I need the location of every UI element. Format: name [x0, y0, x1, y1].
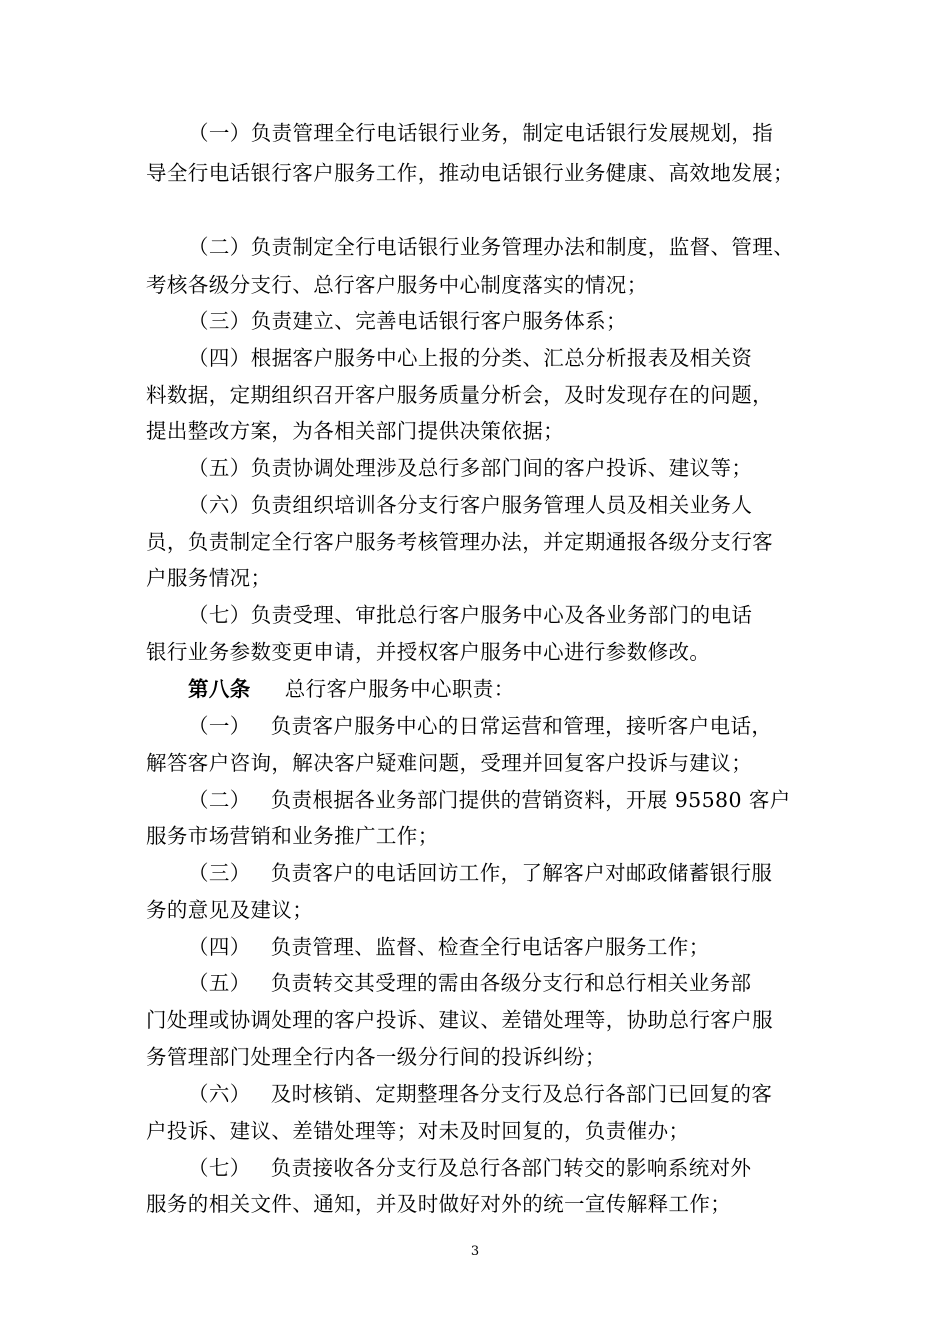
paragraph-line: 提出整改方案，为各相关部门提供决策依据； [146, 419, 564, 443]
paragraph-line: （三）负责建立、完善电话银行客户服务体系； [188, 309, 627, 333]
list-item [188, 1079, 878, 1109]
list-item [188, 1153, 878, 1183]
paragraph-line: （五）负责协调处理涉及总行多部门间的客户投诉、建议等； [188, 456, 753, 480]
item-text: 负责接收各分支行及总行各部门转交的影响系统对外 [270, 1156, 752, 1180]
item-text: 负责转交其受理的需由各级分支行和总行相关业务部 [270, 971, 752, 995]
list-item [188, 968, 878, 998]
paragraph-line: （一）负责管理全行电话银行业务，制定电话银行发展规划，指 [188, 121, 774, 145]
item-text: 及时核销、定期整理各分支行及总行各部门已回复的客 [270, 1082, 773, 1106]
article-title: 总行客户服务中心职责： [284, 677, 515, 701]
article-heading [188, 674, 878, 704]
item-number: （五） [188, 971, 251, 995]
item-number: （一） [188, 714, 251, 738]
paragraph-line: （七）负责受理、审批总行客户服务中心及各业务部门的电话 [188, 603, 753, 627]
paragraph-line: （二）负责制定全行电话银行业务管理办法和制度，监督、管理、 [188, 235, 795, 259]
item-number: （四） [188, 935, 251, 959]
item-text: 负责客户的电话回访工作，了解客户对邮政储蓄银行服 [270, 861, 773, 885]
paragraph-line: 服务的相关文件、通知，并及时做好对外的统一宣传解释工作； [146, 1192, 732, 1216]
item-text: 负责管理、监督、检查全行电话客户服务工作； [270, 935, 710, 959]
item-number: （六） [188, 1082, 251, 1106]
paragraph-line: （六）负责组织培训各分支行客户服务管理人员及相关业务人 [188, 493, 753, 517]
paragraph-line: 门处理或协调处理的客户投诉、建议、差错处理等，协助总行客户服 [146, 1008, 773, 1032]
item-text: 负责根据各业务部门提供的营销资料，开展 95580 客户 [270, 788, 791, 812]
item-text: 负责客户服务中心的日常运营和管理，接听客户电话， [270, 714, 773, 738]
list-item [188, 858, 878, 888]
list-item [188, 711, 878, 741]
paragraph-line: 解答客户咨询，解决客户疑难问题，受理并回复客户投诉与建议； [146, 751, 753, 775]
item-number: （七） [188, 1156, 251, 1180]
paragraph-line: 户投诉、建议、差错处理等；对未及时回复的，负责催办； [146, 1119, 690, 1143]
paragraph-line: （四）根据客户服务中心上报的分类、汇总分析报表及相关资 [188, 346, 753, 370]
list-item [188, 932, 878, 962]
item-number: （三） [188, 861, 251, 885]
list-item [188, 785, 878, 815]
paragraph-line: 务管理部门处理全行内各一级分行间的投诉纠纷； [146, 1045, 606, 1069]
paragraph-line: 户服务情况； [146, 566, 272, 590]
paragraph-line: 员，负责制定全行客户服务考核管理办法，并定期通报各级分支行客 [146, 530, 773, 554]
item-number: （二） [188, 788, 251, 812]
paragraph-line: 考核各级分支行、总行客户服务中心制度落实的情况； [146, 273, 648, 297]
paragraph-line: 银行业务参数变更申请，并授权客户服务中心进行参数修改。 [146, 640, 711, 664]
paragraph-line: 服务市场营销和业务推广工作； [146, 824, 439, 848]
article-number: 第八条 [188, 677, 251, 701]
paragraph-line: 导全行电话银行客户服务工作，推动电话银行业务健康、高效地发展； [146, 161, 794, 185]
page-number: 3 [470, 1244, 480, 1259]
paragraph-line: 务的意见及建议； [146, 898, 314, 922]
paragraph-line: 料数据，定期组织召开客户服务质量分析会，及时发现存在的问题， [146, 383, 773, 407]
